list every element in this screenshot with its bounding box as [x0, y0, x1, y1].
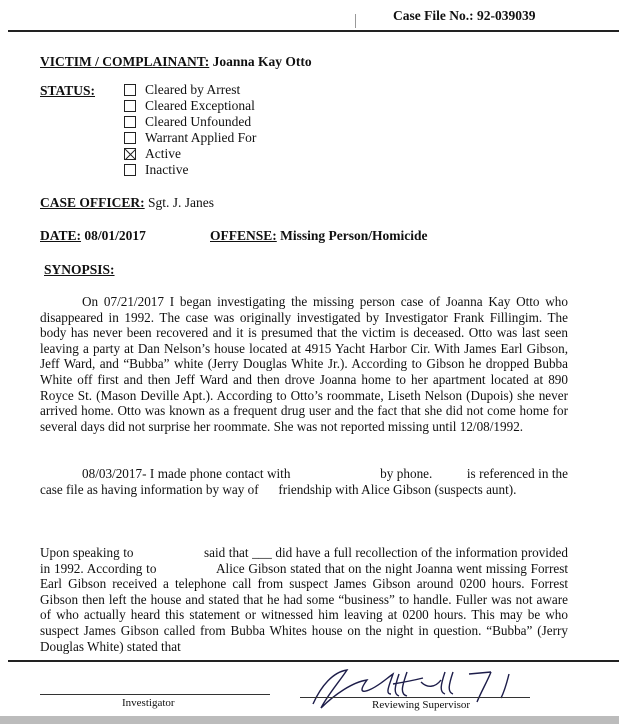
offense-value: Missing Person/Homicide — [276, 228, 428, 243]
synopsis-paragraph: On 07/21/2017 I began investigating the missing person case of Joanna Kay Otto who disappeared in 1992. The case was originally investigated by Investigator Frank Fillingim. The body has never been recovered and it is presumed that the victim is deceased. Otto was last seen leaving a party at Dan Nelson’s house located at 4915 Yacht Harbor Cir. With James Earl Gibson, Jeff Ward, and “Bubba” white (Jerry Douglas White Jr.). According to Gibson he dropped Bubba White off first and then Jeff Ward and then drove Joanna home to her apartment located at 890 Royce St. (Mason Deville Apt.). According to Otto’s roommate, Liseth Nelson (Dupois) she never arrived home. Otto was known as a frequent drug user and the fact that she did not come home for several days did not surprise her roommate. She was not reported missing until 12/08/1992. — [40, 294, 568, 434]
case-officer-label: CASE OFFICER: — [40, 195, 145, 210]
status-option-warrant-applied-for[interactable] — [124, 130, 256, 146]
checkbox[interactable] — [124, 164, 136, 176]
checkbox[interactable] — [124, 100, 136, 112]
status-option-inactive[interactable] — [124, 162, 256, 178]
date-label: DATE: — [40, 228, 82, 243]
offense-label: OFFENSE: — [210, 228, 277, 243]
status-option-cleared-by-arrest[interactable] — [124, 82, 256, 98]
status-option-label: Inactive — [145, 162, 189, 177]
supervisor-label: Reviewing Supervisor — [372, 699, 471, 711]
status-option-label: Active — [145, 146, 181, 161]
status-label: STATUS: — [40, 83, 96, 98]
status-option-label: Warrant Applied For — [145, 130, 257, 145]
victim-name: Joanna Kay Otto — [209, 54, 312, 69]
synopsis-paragraph: 08/03/2017- I made phone contact with by phone. is referenced in the case file as having information by way of friendship with Alice Gibson (suspects aunt). — [40, 466, 568, 497]
page-edge — [0, 716, 619, 724]
status-checklist — [124, 82, 256, 178]
checkbox[interactable] — [124, 132, 136, 144]
victim-line — [40, 54, 312, 70]
status-option-active[interactable] — [124, 146, 256, 162]
synopsis-label: SYNOPSIS: — [44, 262, 115, 277]
checkbox[interactable] — [124, 84, 136, 96]
footer-rule — [8, 660, 619, 662]
investigator-label: Investigator — [122, 697, 175, 709]
header-rule — [8, 30, 619, 32]
case-officer-line — [40, 195, 214, 211]
case-officer-name: Sgt. J. Janes — [144, 195, 215, 210]
date-line — [40, 228, 146, 244]
case-file-number: Case File No.: 92-039039 — [393, 8, 536, 23]
checkbox[interactable] — [124, 116, 136, 128]
offense-line — [210, 228, 428, 244]
status-option-cleared-exceptional[interactable] — [124, 98, 256, 114]
date-value: 08/01/2017 — [81, 228, 146, 243]
header-mark — [355, 14, 356, 28]
supervisor-signature-line — [300, 697, 530, 698]
status-option-label: Cleared Unfounded — [145, 114, 252, 129]
status-option-label: Cleared Exceptional — [145, 98, 255, 113]
synopsis-paragraph: Upon speaking to said that ___ did have a full recollection of the information provided in 1992. According to Alice Gibson stated that on the night Joanna went missing Forrest Earl Gibson received a telephone call from suspect James Gibson around 0200 hours. Forrest Gibson then left the house and stated that he had some “business” to handle. Fuller was not aware of who actually heard this statement or witnessed him leaving at 0200 hours. This may be who suspect James Gibson called from Bubba Whites house on the night in question. “Bubba” (Jerry Douglas White) stated that — [40, 545, 568, 654]
status-option-label: Cleared by Arrest — [145, 82, 241, 97]
status-option-cleared-unfounded[interactable] — [124, 114, 256, 130]
investigator-signature-line — [40, 694, 270, 695]
victim-label: VICTIM / COMPLAINANT: — [40, 54, 210, 69]
checkbox-checked[interactable] — [124, 148, 136, 160]
